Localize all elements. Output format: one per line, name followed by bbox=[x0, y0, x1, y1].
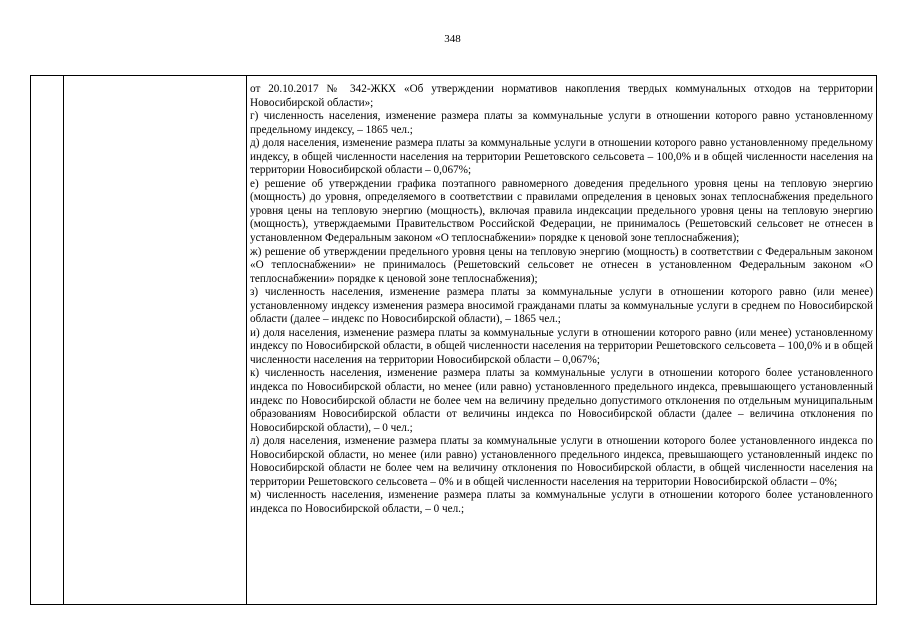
table-cell-content bbox=[247, 76, 877, 605]
document-table bbox=[30, 75, 877, 605]
paragraph-d: д) доля населения, изменение размера платы за коммунальные услуги в отношении которого равно установленному предельному индексу, в общей численности населения на территории Решетовского сельсовета – 100,0% и в общей численности населения на территории Новосибирской области – 0,067%; bbox=[250, 137, 873, 177]
paragraph-i: и) доля населения, изменение размера платы за коммунальные услуги в отношении которого равно (или менее) установленному индексу по Новосибирской области, в общей численности населения на территории Решетовского сельсовета – 100,0% и в общей численности населения на территории Новосибирской области – 0,067%; bbox=[250, 326, 873, 366]
paragraph-m: м) численность населения, изменение размера платы за коммунальные услуги в отношении которого более установленного индекса по Новосибирской области, – 0 чел.; bbox=[250, 489, 873, 515]
paragraph-k: к) численность населения, изменение размера платы за коммунальные услуги в отношении которого более установленного индекса по Новосибирской области, но менее (или равно) установленного предельного индекса, превышающего установленный индекс по Новосибирской области не более чем на величину предельно допустимого отклонения по отдельным муниципальным образованиям Новосибирской области от величины индекса по Новосибирской области (далее – величина отклонения по Новосибирской области), – 0 чел.; bbox=[250, 367, 873, 434]
page-number: 348 bbox=[444, 33, 461, 45]
paragraph-norms-reference: от 20.10.2017 № 342-ЖКХ «Об утверждении нормативов накопления твердых коммунальных отходов на территории Новосибирской области»; bbox=[250, 83, 873, 109]
paragraph-z: з) численность населения, изменение размера платы за коммунальные услуги в отношении которого равно (или менее) установленному индексу изменения размера вносимой гражданами платы за коммунальные услуги в среднем по Новосибирской области (далее – индекс по Новосибирской области), – 1865 чел.; bbox=[250, 286, 873, 326]
table-cell-number bbox=[31, 76, 64, 605]
paragraph-l: л) доля населения, изменение размера платы за коммунальные услуги в отношении которого более установленного индекса по Новосибирской области, но менее (или равно) установленного предельного индекса, превышающего установленный индекс по Новосибирской области не более чем на величину отклонения по Новосибирской области, в общей численности населения на территории Решетовского сельсовета – 0% и в общей численности населения на территории Новосибирской области – 0%; bbox=[250, 435, 873, 488]
paragraph-g: г) численность населения, изменение размера платы за коммунальные услуги в отношении которого равно установленному предельному индексу, – 1865 чел.; bbox=[250, 110, 873, 136]
paragraph-zh: ж) решение об утверждении предельного уровня цены на тепловую энергию (мощность) в соответствии с Федеральным законом «О теплоснабжении» не принималось (Решетовский сельсовет не отнесен в установленном Федеральным законом «О теплоснабжении» порядке к ценовой зоне теплоснабжения); bbox=[250, 245, 873, 285]
table-cell-item bbox=[64, 76, 247, 605]
table-row bbox=[31, 76, 877, 605]
paragraph-e: е) решение об утверждении графика поэтапного равномерного доведения предельного уровня цены на тепловую энергию (мощность) до уровня, определяемого в соответствии с правилами определения в ценовых зонах теплоснабжения предельного уровня цены на тепловую энергию (мощность), включая правила индексации предельного уровня цены на тепловую энергию (мощность), утверждаемыми Правительством Российской Федерации, не принималось (Решетовский сельсовет не отнесен в установленном Федеральным законом «О теплоснабжении» порядке к ценовой зоне теплоснабжения); bbox=[250, 177, 873, 245]
